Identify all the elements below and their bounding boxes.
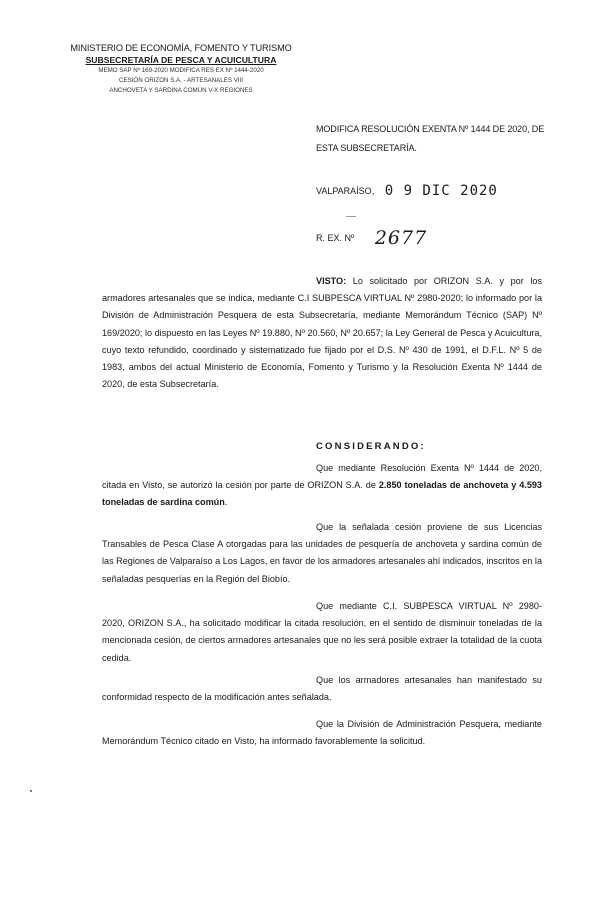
considerando-4: Que los armadores artesanales han manifestado su conformidad respecto de la modificación antes señalada. xyxy=(102,675,542,703)
subsecretaria-name: SUBSECRETARÍA DE PESCA Y ACUICULTURA xyxy=(85,55,277,65)
scan-speck xyxy=(30,790,32,792)
reference-line-1: MEMO SAP Nº 169-2020 MODIFICA RES EX Nº 1444-2020 xyxy=(98,67,264,74)
ink-mark xyxy=(346,216,356,217)
considerando-1-text: Que mediante Resolución Exenta Nº 1444 de 2020, citada en Visto, se autorizó la cesión por parte de ORIZON S.A. de xyxy=(102,463,542,491)
resolution-number-line xyxy=(316,227,427,249)
visto-text: Lo solicitado por ORIZON S.A. y por los armadores artesanales que se indica, mediante C.I SUBPESCA VIRTUAL Nº 2980-2020; lo informado por la División de Administración Pesquera de esta Subsecretaría, mediante Memorándum Técnico (SAP) Nº 169/2020; lo dispuesto en las Leyes Nº 19.880, Nº 20.560, Nº 20.657; la Ley General de Pesca y Acuicultura, cuyo texto refundido, coordinado y sistematizado fue fijado por el D.S. Nº 430 de 1991, el D.F.L. Nº 5 de 1983, ambos del actual Ministerio de Economía, Fomento y Turismo y la Resolución Exenta Nº 1444 de 2020, de esta Subsecretaría. xyxy=(102,276,542,390)
letterhead xyxy=(66,42,296,96)
visto-lead: VISTO: xyxy=(316,276,347,286)
stamped-date: 0 9 DIC 2020 xyxy=(384,183,498,199)
considerando-1-end: . xyxy=(224,497,228,508)
place-label: VALPARAÍSO, xyxy=(316,186,375,196)
rex-number: 2677 xyxy=(374,227,428,249)
ministry-name: MINISTERIO DE ECONOMÍA, FOMENTO Y TURISMO xyxy=(70,43,292,53)
place-date-line xyxy=(316,183,498,199)
resolution-title: MODIFICA RESOLUCIÓN EXENTA Nº 1444 DE 2020, DE ESTA SUBSECRETARÍA. xyxy=(316,124,545,153)
reference-line-2: CESIÓN ORIZON S.A. - ARTESANALES VIII xyxy=(118,77,243,84)
visto-paragraph xyxy=(102,273,542,393)
considerando-5: Que la División de Administración Pesquera, mediante Memorándum Técnico citado en Visto, ha informado favorablemente la solicitud. xyxy=(102,719,542,747)
reference-line-3: ANCHOVETA Y SARDINA COMÚN V-X REGIONES xyxy=(109,87,253,94)
considerando-heading: CONSIDERANDO: xyxy=(316,441,426,452)
considerando-1-bold: 2.850 toneladas de anchoveta y 4.593 toneladas de sardina común xyxy=(102,480,542,508)
considerando-1 xyxy=(102,460,542,512)
considerando-3: Que mediante C.I. SUBPESCA VIRTUAL Nº 2980-2020, ORIZON S.A., ha solicitado modificar la citada resolución, en el sentido de disminuir toneladas de la mencionada cesión, de ciertos armadores artesanales que no les será posible extraer la totalidad de la cuota cedida. xyxy=(102,601,542,663)
considerando-2: Que la señalada cesión proviene de sus Licencias Transables de Pesca Clase A otorgadas para las unidades de pesquería de anchoveta y sardina común de las Regiones de Valparaíso a Los Lagos, en favor de los armadores artesanales ahí indicados, inscritos en la señaladas pesquerías en la Región del Biobío. xyxy=(102,522,542,584)
rex-label: R. EX. Nº xyxy=(316,233,355,243)
